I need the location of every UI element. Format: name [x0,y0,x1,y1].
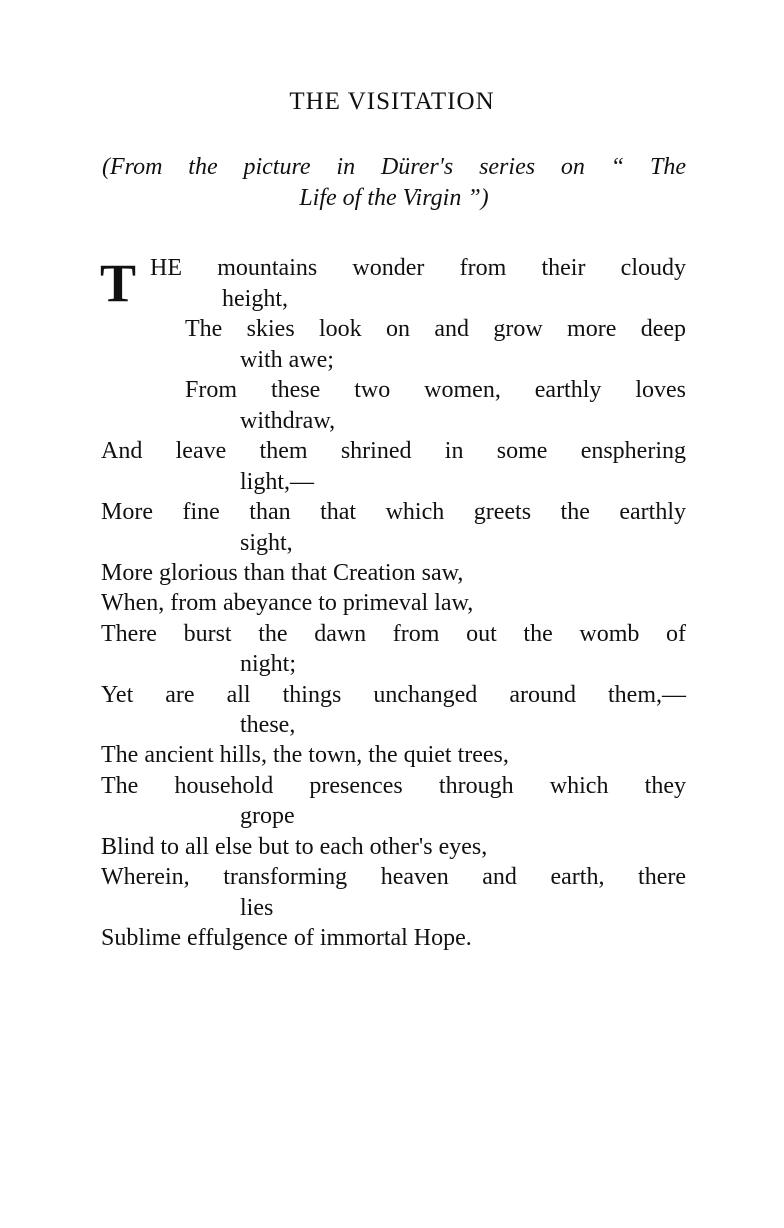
poem-line: When, from abeyance to primeval law, [101,590,474,616]
poem-line: There burst the dawn from out the womb of [101,621,686,647]
poem-line: The household presences through which they [101,773,686,799]
poem-line: height, [222,286,288,312]
poem-line: light,— [240,469,315,495]
poem-line: night; [240,651,297,677]
epigraph-line-1: (From the picture in Dürer's series on “ The [102,154,686,180]
poem-line: The ancient hills, the town, the quiet trees, [101,742,509,768]
epigraph [102,152,686,214]
poem-line: Yet are all things unchanged around them,— [101,682,686,708]
poem-line: From these two women, earthly loves [185,377,686,403]
poem-line: lies [240,895,274,921]
epigraph-line-2: Life of the Virgin ”) [299,185,489,211]
poem-title: THE VISITATION [289,88,495,115]
poem-line: Blind to all else but to each other's eyes, [101,834,488,860]
poem-line: sight, [240,530,293,556]
poem-line: Wherein, transforming heaven and earth, there [101,864,686,890]
drop-cap: T [100,253,137,313]
poem-line: these, [240,712,296,738]
poem-line: More fine than that which greets the earthly [101,499,686,525]
poem-line: The skies look on and grow more deep [185,316,686,342]
poem-line: More glorious than that Creation saw, [101,560,464,586]
poem-line: withdraw, [240,408,336,434]
poem-line: HE mountains wonder from their cloudy [150,255,686,281]
poem-line: grope [240,803,295,829]
poem-line: with awe; [240,347,334,373]
poem-line: And leave them shrined in some ensphering [101,438,686,464]
poem-line: Sublime effulgence of immortal Hope. [101,925,472,951]
